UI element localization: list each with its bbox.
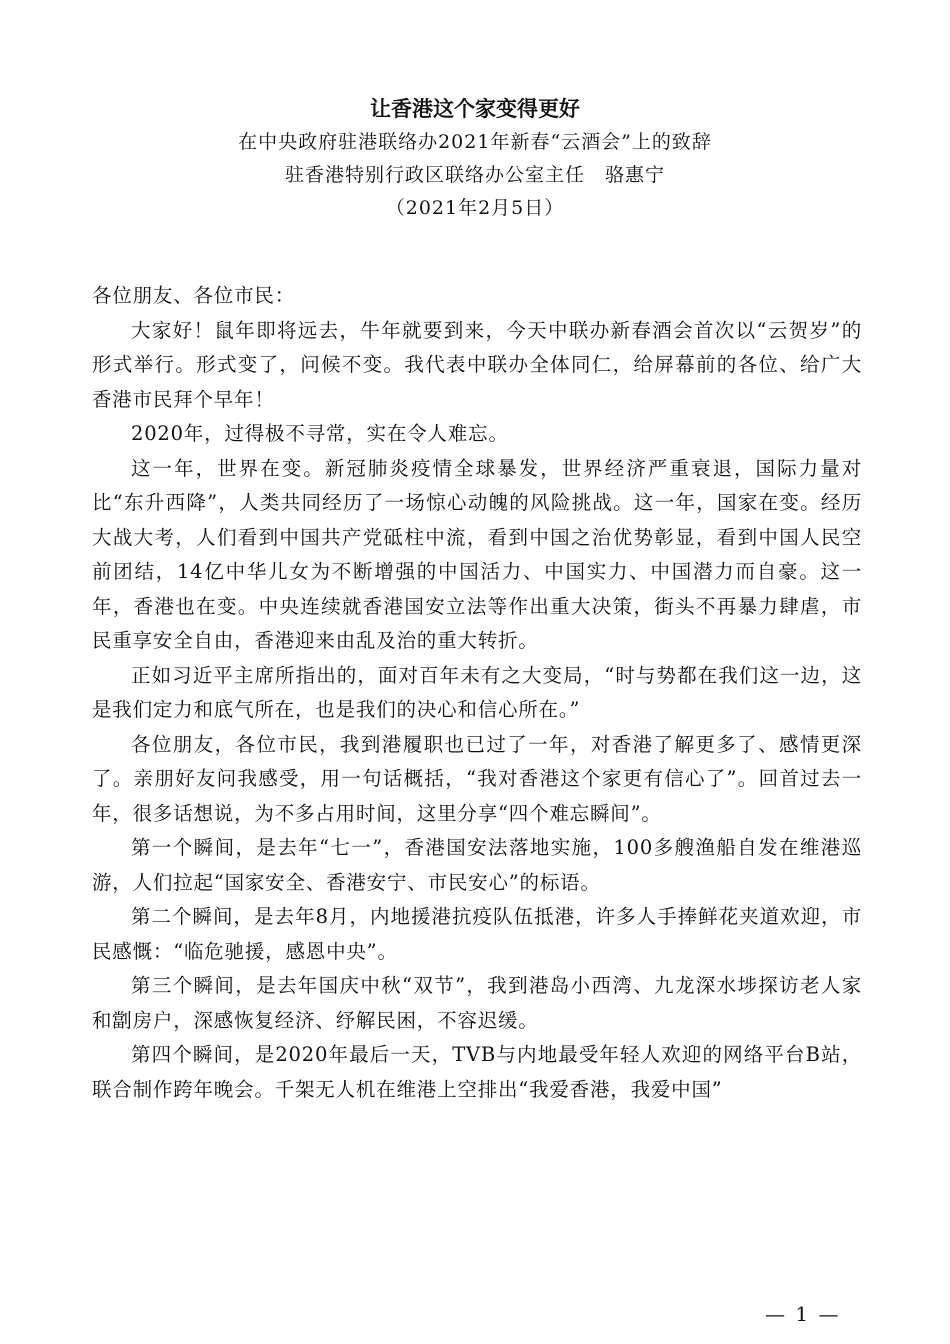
paragraph: 这一年，世界在变。新冠肺炎疫情全球暴发，世界经济严重衰退，国际力量对比“东升西降”，人类共同经历了一场惊心动魄的风险挑战。这一年，国家在变。经历大战大考，人们看到中国共产党砥柱中流，看到中国之治优势彰显，看到中国人民空前团结，14亿中华儿女为不断增强的中国活力、中国实力、中国潜力而自豪。这一年，香港也在变。中央连续就香港国安立法等作出重大决策，街头不再暴力肆虐，市民重享安全自由，香港迎来由乱及治的重大转折。 [92,456,862,652]
speech-date: （2021年2月5日） [385,197,565,219]
speaker-line: 驻香港特别行政区联络办公室主任 骆惠宁 [284,164,665,186]
document-header [0,92,950,225]
page-title: 让香港这个家变得更好 [370,96,580,121]
document-body [92,279,862,1107]
paragraph: 2020年，过得极不寻常，实在令人难忘。 [131,422,509,445]
page-number: — 1 — [765,1302,841,1326]
salutation: 各位朋友、各位市民： [92,284,296,307]
paragraph: 各位朋友，各位市民，我到港履职也已过了一年，对香港了解更多了、感情更深了。亲朋好友问我感受，用一句话概括，“我对香港这个家更有信心了”。回首过去一年，很多话想说，为不多占用时间，这里分享“四个难忘瞬间”。 [92,732,862,825]
paragraph: 第四个瞬间，是2020年最后一天，TVB与内地最受年轻人欢迎的网络平台B站，联合制作跨年晚会。千架无人机在维港上空排出“我爱香港，我爱中国” [92,1043,862,1101]
speech-subtitle: 在中央政府驻港联络办2021年新春“云酒会”上的致辞 [238,131,712,153]
paragraph: 第二个瞬间，是去年8月，内地援港抗疫队伍抵港，许多人手捧鲜花夹道欢迎，市民感慨：“临危驰援，感恩中央”。 [92,905,862,963]
paragraph: 正如习近平主席所指出的，面对百年未有之大变局，“时与势都在我们这一边，这是我们定力和底气所在，也是我们的决心和信心所在。” [92,663,862,721]
paragraph: 第一个瞬间，是去年“七一”，香港国安法落地实施，100多艘渔船自发在维港巡游，人们拉起“国家安全、香港安宁、市民安心”的标语。 [92,836,862,894]
paragraph: 大家好！鼠年即将远去，牛年就要到来，今天中联办新春酒会首次以“云贺岁”的形式举行。形式变了，问候不变。我代表中联办全体同仁，给屏幕前的各位、给广大香港市民拜个早年！ [92,318,862,411]
paragraph: 第三个瞬间，是去年国庆中秋“双节”，我到港岛小西湾、九龙深水埗探访老人家和劏房户，深感恢复经济、纾解民困，不容迟缓。 [92,974,862,1032]
